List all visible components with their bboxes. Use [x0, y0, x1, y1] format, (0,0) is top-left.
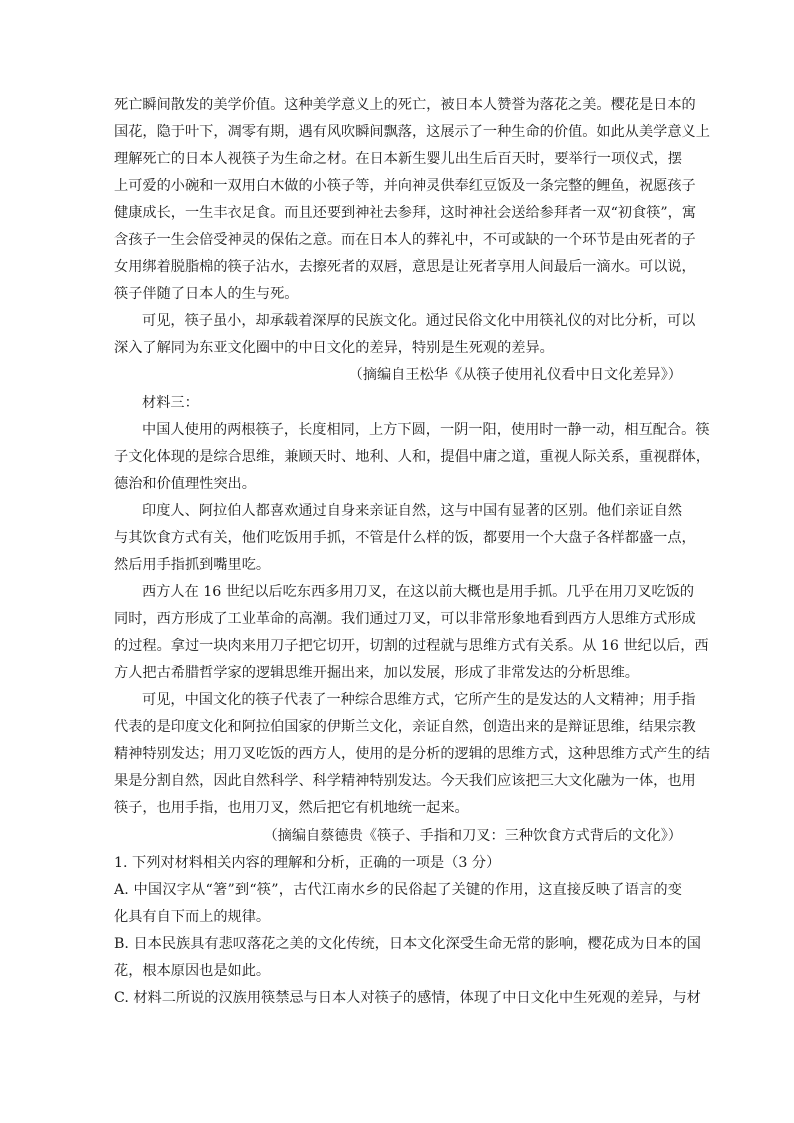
- option-b: B. 日本民族具有悲叹落花之美的文化传统，日本文化深受生命无常的影响，樱花成为日本的国: [114, 936, 701, 952]
- text-line: 健康成长，一生丰衣足食。而且还要到神社去参拜，这时神社会送给参拜者一双“初食筷”，寓: [114, 205, 697, 221]
- text-line: 方人把古希腊哲学家的逻辑思维开掘出来，加以发展，形成了非常发达的分析思维。: [114, 665, 639, 681]
- text-line: 与其饮食方式有关，他们吃饭用手抓，不管是什么样的饭，都要用一个大盘子各样都盛一点，: [114, 530, 696, 546]
- source-citation: （摘编自王松华《从筷子使用礼仪看中日文化差异》）: [348, 367, 682, 383]
- text-line: 果是分割自然，因此自然科学、科学精神特别发达。今天我们应该把三大文化融为一体，也用: [114, 773, 696, 789]
- text-line: 含孩子一生会倍受神灵的保佑之意。而在日本人的葬礼中，不可或缺的一个环节是由死者的子: [114, 232, 696, 248]
- text-line: 同时，西方形成了工业革命的高潮。我们通过刀叉，可以非常形象地看到西方人思维方式形成: [114, 611, 696, 627]
- text-line: 子文化体现的是综合思维，兼顾天时、地利、人和，提倡中庸之道，重视人际关系，重视群体，: [114, 449, 710, 465]
- text-line: 深入了解同为东亚文化圈中的中日文化的差异，特别是生死观的差异。: [114, 340, 554, 356]
- source-citation: （摘编自蔡德贵《筷子、手指和刀叉：三种饮食方式背后的文化》）: [263, 828, 682, 844]
- option-a-continued: 化具有自下而上的规律。: [114, 909, 271, 925]
- section-heading: 材料三：: [142, 395, 199, 411]
- text-line: 印度人、阿拉伯人都喜欢通过自身来亲证自然，这与中国有显著的区别。他们亲证自然: [142, 503, 682, 519]
- text-line: 精神特别发达；用刀叉吃饭的西方人，使用的是分析的逻辑的思维方式，这种思维方式产生的结: [114, 746, 710, 762]
- option-b-continued: 花，根本原因也是如此。: [114, 963, 271, 979]
- text-line: 德治和价值理性突出。: [114, 476, 256, 492]
- text-line: 可见，中国文化的筷子代表了一种综合思维方式，它所产生的是发达的人文精神；用手指: [142, 692, 696, 708]
- option-a: A. 中国汉字从“箸”到“筷”，古代江南水乡的民俗起了关键的作用，这直接反映了语言的变: [114, 882, 682, 898]
- text-line: 上可爱的小碗和一双用白木做的小筷子等，并向神灵供奉红豆饭及一条完整的鲤鱼，祝愿孩子: [114, 178, 696, 194]
- text-line: 代表的是印度文化和阿拉伯国家的伊斯兰文化，亲证自然，创造出来的是辩证思维，结果宗教: [114, 719, 696, 735]
- text-line: 死亡瞬间散发的美学价值。这种美学意义上的死亡，被日本人赞誉为落花之美。樱花是日本的: [114, 97, 696, 113]
- text-line: 的过程。拿过一块肉来用刀子把它切开，切割的过程就与思维方式有关系。从 16 世纪以后，西: [114, 638, 709, 654]
- text-line: 中国人使用的两根筷子，长度相同，上方下圆，一阴一阳，使用时一静一动，相互配合。筷: [142, 422, 710, 438]
- question-stem: 1. 下列对材料相关内容的理解和分析，正确的一项是（3 分）: [114, 855, 501, 871]
- text-line: 筷子，也用手指，也用刀叉，然后把它有机地统一起来。: [114, 800, 469, 816]
- option-c: C. 材料二所说的汉族用筷禁忌与日本人对筷子的感情，体现了中日文化中生死观的差异，与材: [114, 990, 701, 1006]
- text-line: 可见，筷子虽小，却承载着深厚的民族文化。通过民俗文化中用筷礼仪的对比分析，可以: [142, 313, 696, 329]
- text-line: 国花，隐于叶下，凋零有期，遇有风吹瞬间飘落，这展示了一种生命的价值。如此从美学意义上: [114, 124, 710, 140]
- text-line: 女用绑着脱脂棉的筷子沾水，去擦死者的双唇，意思是让死者享用人间最后一滴水。可以说，: [114, 259, 696, 275]
- text-line: 理解死亡的日本人视筷子为生命之材。在日本新生婴儿出生后百天时，要举行一项仪式，摆: [114, 151, 682, 167]
- text-line: 然后用手指抓到嘴里吃。: [114, 557, 271, 573]
- text-line: 西方人在 16 世纪以后吃东西多用刀叉，在这以前大概也是用手抓。几乎在用刀叉吃饭的: [142, 584, 695, 600]
- text-line: 筷子伴随了日本人的生与死。: [114, 286, 299, 302]
